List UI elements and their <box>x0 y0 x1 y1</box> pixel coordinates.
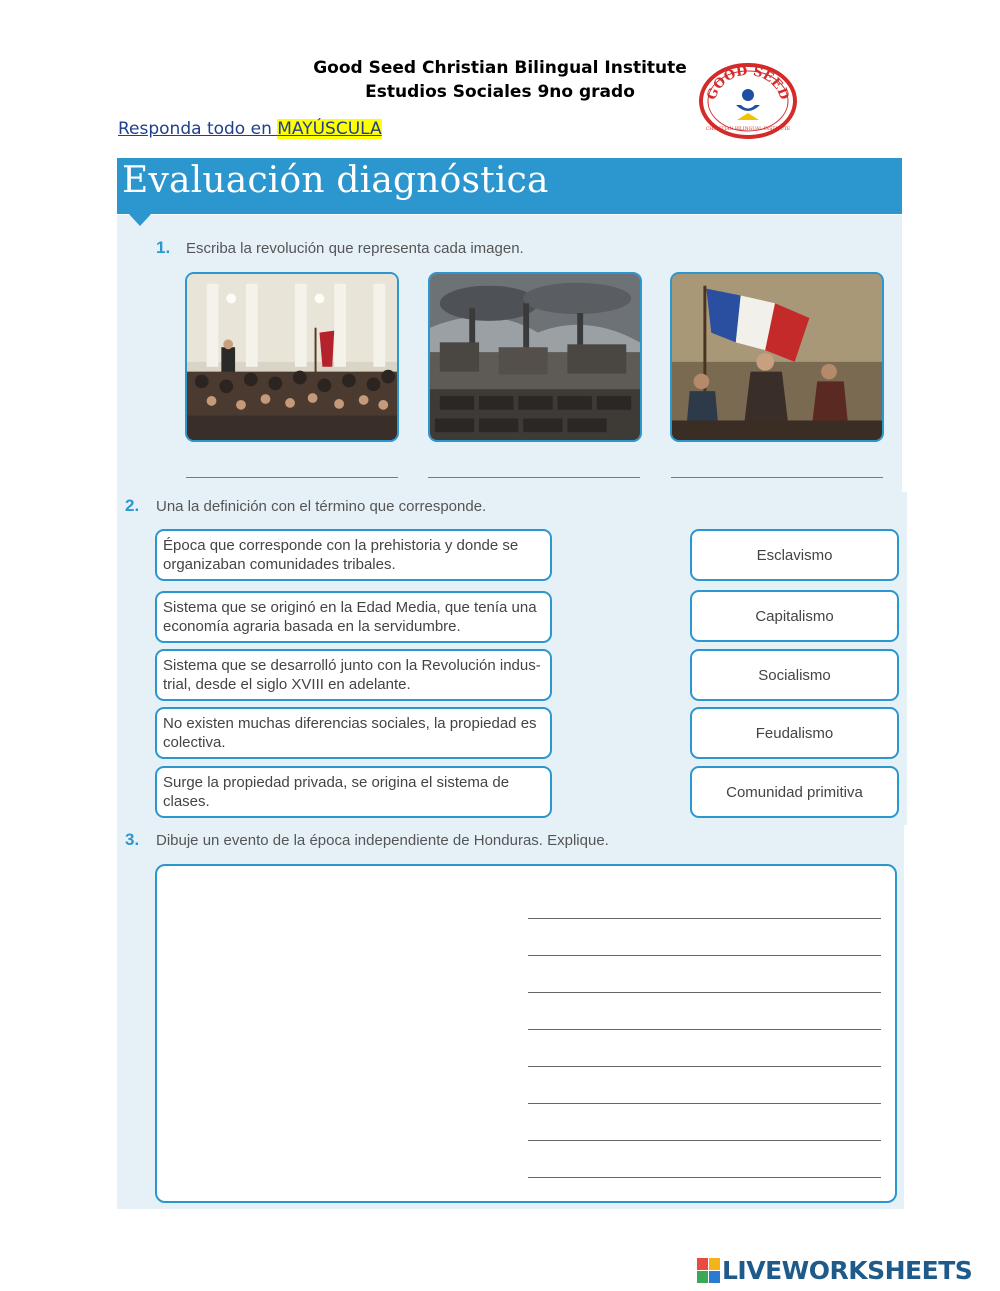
answer-line-2[interactable] <box>428 477 640 478</box>
explanation-line[interactable] <box>528 918 881 919</box>
answer-line-3[interactable] <box>671 477 883 478</box>
definition-text: No existen muchas diferencias sociales, la propiedad es colectiva. <box>163 715 537 751</box>
definition-text: Sistema que se desarrolló junto con la Revolución indus-trial, desde el siglo XVIII en adelante. <box>163 657 541 693</box>
revolution-image-flag-battle <box>670 272 884 442</box>
question-3-number: 3. <box>125 830 140 849</box>
question-2-number: 2. <box>125 496 140 515</box>
answer-line-1[interactable] <box>186 477 398 478</box>
term-box-capitalismo[interactable] <box>690 590 899 642</box>
term-box-feudalismo[interactable] <box>690 707 899 759</box>
course-title: Estudios Sociales 9no grado <box>365 82 635 102</box>
term-label: Capitalismo <box>755 607 834 625</box>
liveworksheets-brand <box>697 1256 972 1284</box>
definition-box-5[interactable] <box>155 766 552 818</box>
term-label: Socialismo <box>758 666 831 684</box>
liveworksheets-wordmark: LIVEWORKSHEETS <box>722 1255 973 1285</box>
revolution-image-factories <box>428 272 642 442</box>
definition-box-1[interactable] <box>155 529 552 581</box>
instruction-highlight: MAYÚSCULA <box>277 119 382 139</box>
explanation-line[interactable] <box>528 1029 881 1030</box>
explanation-line[interactable] <box>528 1140 881 1141</box>
term-label: Comunidad primitiva <box>726 783 863 801</box>
term-box-comunidad-primitiva[interactable] <box>690 766 899 818</box>
explanation-line[interactable] <box>528 955 881 956</box>
liveworksheets-icon <box>697 1258 719 1282</box>
page-title: Evaluación diagnóstica <box>122 160 549 201</box>
definition-text: Surge la propiedad privada, se origina el sistema de clases. <box>163 774 510 810</box>
definition-text: Sistema que se originó en la Edad Media, que tenía una economía agraria basada en la servidumbre. <box>163 599 537 635</box>
revolution-image-assembly <box>185 272 399 442</box>
question-3-text: Dibuje un evento de la época independiente de Honduras. Explique. <box>156 832 609 849</box>
term-box-socialismo[interactable] <box>690 649 899 701</box>
question-2-text: Una la definición con el término que corresponde. <box>156 498 487 515</box>
term-label: Esclavismo <box>756 546 833 564</box>
good-seed-logo <box>697 63 799 141</box>
institute-title: Good Seed Christian Bilingual Institute <box>313 58 687 78</box>
term-label: Feudalismo <box>755 724 834 742</box>
question-1-number: 1. <box>156 238 171 257</box>
instruction-text <box>118 119 382 139</box>
question-1-text: Escriba la revolución que representa cada imagen. <box>186 240 524 257</box>
definition-box-2[interactable] <box>155 591 552 643</box>
explanation-line[interactable] <box>528 1103 881 1104</box>
definition-box-4[interactable] <box>155 707 552 759</box>
banner-notch <box>128 213 152 226</box>
definition-box-3[interactable] <box>155 649 552 701</box>
instruction-prefix: Responda todo en <box>118 119 278 139</box>
definition-text: Época que corresponde con la prehistoria y donde se organizaban comunidades tribales. <box>163 537 519 573</box>
explanation-line[interactable] <box>528 992 881 993</box>
explanation-line[interactable] <box>528 1066 881 1067</box>
explanation-line[interactable] <box>528 1177 881 1178</box>
svg-text:GOOD SEED: GOOD SEED <box>704 63 792 102</box>
svg-text:CHRISTIAN BILINGUAL INSTITUTE: CHRISTIAN BILINGUAL INSTITUTE <box>705 127 791 132</box>
drawing-area[interactable] <box>155 864 897 1203</box>
term-box-esclavismo[interactable] <box>690 529 899 581</box>
